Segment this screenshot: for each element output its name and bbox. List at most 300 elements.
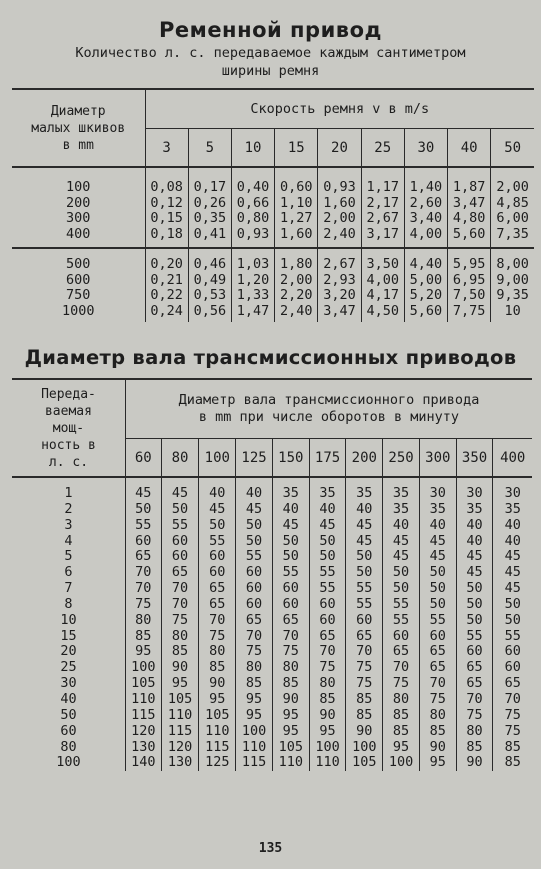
shaft-value: 75	[456, 708, 493, 724]
belt-table-row	[12, 227, 534, 248]
belt-subtitle-line2: ширины ремня	[221, 63, 320, 79]
belt-value: 1,47	[231, 304, 274, 322]
shaft-value: 40	[236, 477, 273, 502]
shaft-value: 60	[125, 534, 161, 550]
belt-value: 0,41	[188, 227, 231, 248]
shaft-value: 85	[236, 676, 273, 692]
shaft-value: 30	[456, 477, 493, 502]
shaft-value: 35	[493, 502, 532, 518]
shaft-value: 90	[199, 676, 236, 692]
shaft-power: 25	[60, 659, 77, 676]
belt-value: 1,87	[448, 167, 491, 196]
shaft-value: 50	[236, 534, 273, 550]
belt-drive-subtitle	[0, 44, 541, 80]
shaft-value: 75	[493, 724, 532, 740]
belt-value: 0,93	[231, 227, 274, 248]
shaft-rpm-header	[125, 379, 532, 439]
shaft-value: 100	[346, 740, 383, 756]
shaft-value: 35	[456, 502, 493, 518]
shaft-value: 45	[309, 518, 346, 534]
shaft-value: 50	[309, 534, 346, 550]
shaft-value: 120	[125, 724, 161, 740]
shaft-value: 55	[199, 534, 236, 550]
shaft-value: 110	[272, 755, 309, 771]
belt-speed-header: Скорость ремня v в m/s	[145, 89, 534, 129]
page-number: 135	[258, 841, 283, 856]
belt-value: 1,10	[275, 196, 318, 212]
shaft-table-row	[12, 692, 532, 708]
shaft-value: 50	[236, 518, 273, 534]
shaft-value: 35	[383, 502, 420, 518]
shaft-value: 75	[199, 629, 236, 645]
shaft-value: 95	[383, 740, 420, 756]
shaft-table-row	[12, 565, 532, 581]
shaft-value: 95	[199, 692, 236, 708]
shaft-value: 55	[456, 629, 493, 645]
shaft-value: 95	[272, 708, 309, 724]
belt-value: 3,40	[404, 211, 447, 227]
shaft-value: 35	[383, 477, 420, 502]
belt-subtitle-line1: Количество л. с. передаваемое каждым сантиметром	[75, 45, 466, 61]
shaft-value: 50	[272, 534, 309, 550]
shaft-value: 115	[161, 724, 199, 740]
belt-value: 5,60	[448, 227, 491, 248]
shaft-value: 70	[236, 629, 273, 645]
shaft-value: 80	[272, 660, 309, 676]
shaft-table-row	[12, 597, 532, 613]
shaft-rpm-header-line1: Диаметр вала трансмиссионного привода	[178, 392, 480, 409]
belt-diameter: 750	[66, 287, 91, 304]
shaft-table-row	[12, 534, 532, 550]
shaft-value: 60	[236, 565, 273, 581]
shaft-value: 85	[346, 692, 383, 708]
belt-value: 5,95	[448, 248, 491, 273]
shaft-power: 4	[64, 532, 73, 549]
shaft-value: 40	[383, 518, 420, 534]
shaft-value: 60	[199, 549, 236, 565]
shaft-value: 70	[161, 597, 199, 613]
belt-value: 0,56	[188, 304, 231, 322]
shaft-value: 70	[309, 644, 346, 660]
shaft-value: 40	[199, 477, 236, 502]
shaft-value: 65	[456, 676, 493, 692]
shaft-power: 20	[60, 643, 77, 660]
shaft-table-row	[12, 518, 532, 534]
shaft-value: 50	[309, 549, 346, 565]
shaft-value: 55	[383, 613, 420, 629]
belt-value: 1,03	[231, 248, 274, 273]
belt-value: 0,46	[188, 248, 231, 273]
shaft-value: 115	[199, 740, 236, 756]
shaft-value: 70	[383, 660, 420, 676]
shaft-value: 70	[125, 581, 161, 597]
shaft-value: 45	[346, 534, 383, 550]
shaft-rpm-400: 400	[493, 439, 532, 477]
shaft-value: 110	[309, 755, 346, 771]
shaft-table-row	[12, 660, 532, 676]
shaft-table-row	[12, 549, 532, 565]
shaft-value: 75	[161, 613, 199, 629]
belt-speed-40: 40	[448, 129, 491, 167]
belt-value: 0,93	[318, 167, 361, 196]
shaft-value: 95	[236, 708, 273, 724]
belt-value: 2,67	[361, 211, 404, 227]
belt-value: 1,60	[318, 196, 361, 212]
shaft-value: 45	[493, 565, 532, 581]
belt-speed-30: 30	[404, 129, 447, 167]
belt-table-row	[12, 304, 534, 322]
shaft-value: 65	[493, 676, 532, 692]
shaft-value: 95	[309, 724, 346, 740]
shaft-value: 40	[493, 534, 532, 550]
shaft-value: 120	[161, 740, 199, 756]
shaft-value: 75	[236, 644, 273, 660]
shaft-value: 65	[419, 660, 456, 676]
belt-row-header-line2: малых шкивов	[31, 120, 126, 136]
shaft-value: 50	[456, 613, 493, 629]
shaft-row-header-line2: ваемая	[44, 403, 92, 419]
shaft-value: 55	[125, 518, 161, 534]
belt-value: 2,60	[404, 196, 447, 212]
shaft-value: 90	[309, 708, 346, 724]
shaft-value: 75	[419, 692, 456, 708]
belt-value: 4,17	[361, 288, 404, 304]
belt-value: 2,40	[275, 304, 318, 322]
shaft-rpm-250: 250	[383, 439, 420, 477]
shaft-value: 45	[419, 534, 456, 550]
shaft-value: 75	[346, 676, 383, 692]
shaft-value: 55	[346, 597, 383, 613]
shaft-table-row	[12, 502, 532, 518]
shaft-value: 105	[161, 692, 199, 708]
shaft-value: 30	[419, 477, 456, 502]
shaft-value: 40	[272, 502, 309, 518]
shaft-value: 130	[125, 740, 161, 756]
shaft-rpm-125: 125	[236, 439, 273, 477]
shaft-value: 95	[125, 644, 161, 660]
shaft-value: 50	[346, 565, 383, 581]
belt-value: 1,20	[231, 273, 274, 289]
shaft-value: 100	[309, 740, 346, 756]
shaft-value: 60	[456, 644, 493, 660]
shaft-rpm-60: 60	[125, 439, 161, 477]
shaft-value: 60	[199, 565, 236, 581]
shaft-value: 45	[456, 565, 493, 581]
shaft-diameter-title: Диаметр вала трансмиссионных приводов	[24, 346, 517, 369]
shaft-value: 65	[309, 629, 346, 645]
shaft-value: 60	[236, 581, 273, 597]
shaft-value: 50	[419, 597, 456, 613]
shaft-value: 45	[383, 534, 420, 550]
shaft-value: 45	[383, 549, 420, 565]
shaft-value: 80	[236, 660, 273, 676]
shaft-power: 5	[64, 548, 73, 565]
belt-value: 0,66	[231, 196, 274, 212]
shaft-value: 80	[125, 613, 161, 629]
shaft-rpm-350: 350	[456, 439, 493, 477]
belt-value: 2,67	[318, 248, 361, 273]
belt-value: 4,00	[361, 273, 404, 289]
belt-value: 8,00	[491, 248, 534, 273]
shaft-value: 85	[125, 629, 161, 645]
shaft-value: 55	[161, 518, 199, 534]
belt-value: 0,12	[145, 196, 188, 212]
shaft-value: 50	[383, 581, 420, 597]
belt-value: 9,35	[491, 288, 534, 304]
shaft-value: 80	[456, 724, 493, 740]
shaft-value: 80	[383, 692, 420, 708]
belt-value: 1,33	[231, 288, 274, 304]
shaft-value: 45	[272, 518, 309, 534]
shaft-row-header	[12, 379, 125, 477]
shaft-value: 50	[456, 597, 493, 613]
shaft-value: 125	[199, 755, 236, 771]
shaft-value: 40	[456, 534, 493, 550]
belt-value: 3,20	[318, 288, 361, 304]
belt-value: 0,35	[188, 211, 231, 227]
belt-value: 4,80	[448, 211, 491, 227]
belt-speed-3: 3	[145, 129, 188, 167]
shaft-power: 3	[64, 516, 73, 533]
shaft-value: 55	[309, 581, 346, 597]
shaft-value: 100	[383, 755, 420, 771]
shaft-value: 35	[419, 502, 456, 518]
shaft-value: 90	[346, 724, 383, 740]
shaft-value: 85	[309, 692, 346, 708]
shaft-value: 60	[383, 629, 420, 645]
shaft-rpm-100: 100	[199, 439, 236, 477]
shaft-rpm-200: 200	[346, 439, 383, 477]
shaft-value: 65	[419, 644, 456, 660]
shaft-value: 85	[456, 740, 493, 756]
belt-value: 0,40	[231, 167, 274, 196]
belt-diameter: 1000	[61, 302, 95, 319]
shaft-value: 105	[346, 755, 383, 771]
shaft-value: 70	[161, 581, 199, 597]
shaft-value: 95	[419, 755, 456, 771]
belt-value: 5,00	[404, 273, 447, 289]
shaft-value: 45	[125, 477, 161, 502]
shaft-power: 100	[56, 754, 81, 771]
shaft-value: 55	[419, 613, 456, 629]
shaft-power: 80	[60, 738, 77, 755]
shaft-value: 110	[199, 724, 236, 740]
shaft-value: 80	[309, 676, 346, 692]
belt-value: 0,17	[188, 167, 231, 196]
belt-speed-10: 10	[231, 129, 274, 167]
belt-value: 6,00	[491, 211, 534, 227]
shaft-value: 85	[383, 708, 420, 724]
belt-value: 1,60	[275, 227, 318, 248]
belt-table-row	[12, 288, 534, 304]
shaft-table-row	[12, 581, 532, 597]
belt-value: 6,95	[448, 273, 491, 289]
shaft-value: 70	[272, 629, 309, 645]
shaft-value: 50	[161, 502, 199, 518]
belt-value: 0,26	[188, 196, 231, 212]
belt-value: 0,08	[145, 167, 188, 196]
belt-row-header-line3: в mm	[62, 137, 94, 153]
belt-value: 3,17	[361, 227, 404, 248]
shaft-table-row	[12, 740, 532, 756]
belt-power-table	[12, 88, 534, 322]
shaft-value: 50	[383, 565, 420, 581]
shaft-power: 7	[64, 580, 73, 597]
belt-speed-5: 5	[188, 129, 231, 167]
belt-value: 0,18	[145, 227, 188, 248]
shaft-power: 40	[60, 690, 77, 707]
shaft-value: 45	[419, 549, 456, 565]
shaft-value: 50	[493, 613, 532, 629]
shaft-value: 70	[125, 565, 161, 581]
shaft-table-row	[12, 613, 532, 629]
shaft-value: 50	[419, 565, 456, 581]
belt-value: 4,50	[361, 304, 404, 322]
shaft-value: 40	[346, 502, 383, 518]
shaft-value: 90	[456, 755, 493, 771]
shaft-value: 35	[309, 477, 346, 502]
shaft-value: 65	[456, 660, 493, 676]
shaft-value: 50	[346, 549, 383, 565]
shaft-power: 8	[64, 595, 73, 612]
shaft-value: 60	[493, 660, 532, 676]
shaft-value: 50	[125, 502, 161, 518]
shaft-value: 50	[272, 549, 309, 565]
shaft-value: 105	[125, 676, 161, 692]
shaft-value: 70	[419, 676, 456, 692]
shaft-value: 95	[236, 692, 273, 708]
belt-value: 0,60	[275, 167, 318, 196]
shaft-value: 65	[125, 549, 161, 565]
shaft-value: 60	[272, 581, 309, 597]
belt-diameter: 300	[66, 210, 91, 227]
shaft-value: 85	[493, 755, 532, 771]
belt-speed-25: 25	[361, 129, 404, 167]
shaft-value: 85	[419, 724, 456, 740]
shaft-power: 15	[60, 627, 77, 644]
shaft-value: 100	[236, 724, 273, 740]
shaft-power: 50	[60, 706, 77, 723]
shaft-value: 70	[199, 613, 236, 629]
shaft-value: 55	[346, 581, 383, 597]
shaft-value: 50	[456, 581, 493, 597]
shaft-value: 85	[199, 660, 236, 676]
belt-value: 2,00	[491, 167, 534, 196]
shaft-power: 30	[60, 675, 77, 692]
belt-value: 1,80	[275, 248, 318, 273]
belt-value: 3,50	[361, 248, 404, 273]
shaft-value: 65	[199, 581, 236, 597]
shaft-value: 45	[493, 581, 532, 597]
belt-speed-15: 15	[275, 129, 318, 167]
shaft-value: 40	[419, 518, 456, 534]
shaft-value: 95	[272, 724, 309, 740]
shaft-power: 60	[60, 722, 77, 739]
shaft-value: 60	[419, 629, 456, 645]
shaft-value: 80	[161, 629, 199, 645]
belt-diameter: 100	[66, 179, 91, 195]
belt-value: 3,47	[318, 304, 361, 322]
shaft-value: 55	[309, 565, 346, 581]
shaft-value: 110	[161, 708, 199, 724]
shaft-value: 55	[493, 629, 532, 645]
shaft-value: 45	[161, 477, 199, 502]
shaft-value: 105	[272, 740, 309, 756]
shaft-value: 95	[161, 676, 199, 692]
shaft-value: 140	[125, 755, 161, 771]
shaft-value: 60	[161, 549, 199, 565]
shaft-value: 75	[346, 660, 383, 676]
shaft-power: 10	[60, 611, 77, 628]
shaft-value: 75	[383, 676, 420, 692]
belt-value: 5,20	[404, 288, 447, 304]
shaft-value: 110	[125, 692, 161, 708]
shaft-value: 40	[309, 502, 346, 518]
shaft-value: 105	[199, 708, 236, 724]
shaft-power: 6	[64, 564, 73, 581]
belt-value: 9,00	[491, 273, 534, 289]
shaft-value: 115	[236, 755, 273, 771]
shaft-value: 65	[161, 565, 199, 581]
shaft-value: 100	[125, 660, 161, 676]
belt-value: 7,75	[448, 304, 491, 322]
shaft-value: 85	[346, 708, 383, 724]
shaft-value: 50	[199, 518, 236, 534]
belt-value: 2,17	[361, 196, 404, 212]
shaft-table-row	[12, 676, 532, 692]
shaft-value: 40	[493, 518, 532, 534]
belt-row-header-line1: Диаметр	[50, 103, 106, 119]
belt-value: 0,53	[188, 288, 231, 304]
shaft-table-row	[12, 644, 532, 660]
belt-value: 0,21	[145, 273, 188, 289]
shaft-value: 55	[383, 597, 420, 613]
shaft-value: 65	[346, 629, 383, 645]
belt-value: 0,24	[145, 304, 188, 322]
shaft-value: 75	[309, 660, 346, 676]
shaft-table-row	[12, 708, 532, 724]
shaft-value: 70	[456, 692, 493, 708]
shaft-value: 85	[272, 676, 309, 692]
shaft-row-header-line4: ность в	[41, 437, 96, 453]
belt-speed-20: 20	[318, 129, 361, 167]
belt-row-header	[12, 89, 145, 167]
belt-value: 2,93	[318, 273, 361, 289]
shaft-value: 90	[272, 692, 309, 708]
shaft-value: 60	[236, 597, 273, 613]
belt-value: 4,00	[404, 227, 447, 248]
shaft-rpm-80: 80	[161, 439, 199, 477]
belt-table-row	[12, 248, 534, 273]
shaft-value: 65	[236, 613, 273, 629]
shaft-value: 60	[346, 613, 383, 629]
shaft-value: 30	[493, 477, 532, 502]
shaft-value: 35	[272, 477, 309, 502]
shaft-value: 80	[199, 644, 236, 660]
belt-value: 5,60	[404, 304, 447, 322]
belt-value: 2,40	[318, 227, 361, 248]
shaft-value: 50	[493, 597, 532, 613]
shaft-value: 80	[419, 708, 456, 724]
shaft-value: 50	[419, 581, 456, 597]
shaft-value: 75	[493, 708, 532, 724]
shaft-value: 115	[125, 708, 161, 724]
shaft-rpm-300: 300	[419, 439, 456, 477]
shaft-value: 45	[236, 502, 273, 518]
shaft-value: 90	[161, 660, 199, 676]
shaft-table-row	[12, 724, 532, 740]
belt-value: 1,17	[361, 167, 404, 196]
